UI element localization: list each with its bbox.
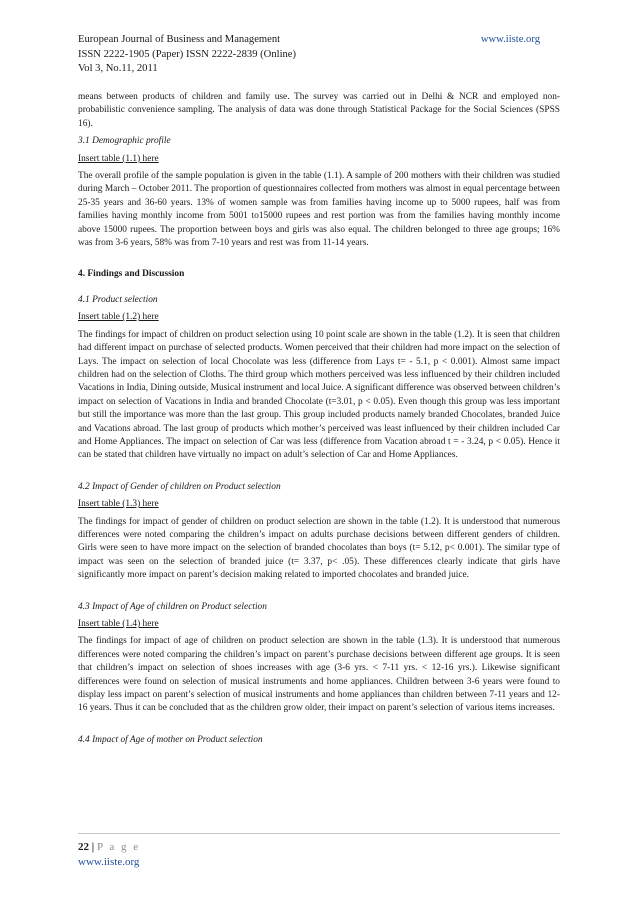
insert-table-1-3: Insert table (1.3) here: [78, 499, 159, 510]
section-4-3-heading: 4.3 Impact of Age of children on Product selection: [78, 601, 267, 612]
age-children-paragraph: The findings for impact of age of children on product selection are shown in the table (1.3). It is understood that numerous differences were noted comparing the children’s impact on parent’s purchase decisions between different age groups. It is seen that children’s impact on selection of shoes increases with age (3-6 yrs. < 7-11 yrs. < 12-16 yrs.). Likewise significant differences were found on selection of musical instruments and home appliances. Children between 3-6 years were found to display less impact on parent’s selection of musical instruments and home appliances than children between 7-11 years and 12-16 years. Thus it can be concluded that as the children grow older, their impact on parent’s selection of various items increases.: [78, 636, 560, 714]
issn-line: ISSN 2222-1905 (Paper) ISSN 2222-2839 (Online): [78, 48, 297, 60]
running-header: [78, 33, 558, 77]
gender-paragraph: The findings for impact of gender of children on product selection are shown in the table (1.2). It is understood that numerous differences were noted comparing the children’s impact on adults purchase decisions between different genders of children. Girls were seen to have more impact on the selection of branded chocolates than boys (t= 5.12, p< 0.001). The similar type of impact was seen on the selection of branded juice (t= 3.37, p< .05). These differences clearly indicate that girls have significantly more impact on parent’s decision making related to imported chocolates and branded juice.: [78, 516, 560, 581]
header-url-link[interactable]: www.iiste.org: [480, 34, 540, 45]
insert-table-1-2: Insert table (1.2) here: [78, 312, 159, 323]
article-body: [78, 91, 560, 747]
page-number: 22: [78, 841, 89, 853]
section-4-heading: 4. Findings and Discussion: [78, 269, 185, 280]
section-3-1-heading: 3.1 Demographic profile: [78, 136, 171, 147]
section-4-4-heading: 4.4 Impact of Age of mother on Product selection: [78, 734, 263, 745]
intro-paragraph: means between products of children and family use. The survey was carried out in Delhi & NCR and employed non-probabilistic convenience sampling. The analysis of data was done through Statistical Package for the Social Sciences (SPSS 16).: [78, 92, 560, 129]
section-4-2-heading: 4.2 Impact of Gender of children on Product selection: [78, 481, 281, 492]
product-selection-paragraph: The findings for impact of children on product selection using 10 point scale are shown in the table (1.2). It is seen that children had different impact on purchase of selected products. Women perceived that their children had more impact on the selection of Lays. The impact on selection of local Chocolate was less (difference from Lays t= - 5.1, p < 0.001). Almost same impact children had on the selection of Cloths. The third group which mothers perceived was less influenced by their children included Vacations in India, Dining outside, Musical instrument and local Juice. A significant difference was observed between children’s impact on selection of Vacations in India and branded Chocolate (t=3.01, p < 0.05). Even though this group was less important but still the importance was more than the last group. This group included products namely branded Chocolates, branded Juice and Vacations abroad. The last group of products which mother’s perceived was least influenced by their children included Car and Home Appliances. The impact on selection of Car was less (difference from Vacation abroad t = - 3.24, p < 0.05). Hence it can be stated that children have virtually no impact on adult’s selection of Car and Home Appliances.: [78, 329, 560, 461]
insert-table-1-1: Insert table (1.1) here: [78, 153, 159, 164]
footer-divider: [78, 833, 560, 834]
journal-name: European Journal of Business and Management: [78, 34, 281, 45]
insert-table-1-4: Insert table (1.4) here: [78, 619, 159, 629]
section-4-1-heading: 4.1 Product selection: [78, 294, 158, 305]
demographic-paragraph: The overall profile of the sample population is given in the table (1.1). A sample of 200 mothers with their children was studied during March – October 2011. The proportion of questionnaires collected from mothers was almost in equal percentage between 25-35 years and 36-60 years. 13% of women sample was from families having income up to 5000 rupees, half was from families having monthly income from 5001 to15000 rupees and rest portion was from the families having monthly income above 15000 rupees. The proportion between boys and girls was also equal. The children belonged to three age groups; 16% was from 3-6 years, 58% was from 7-10 years and rest was from 11-14 years.: [78, 171, 560, 249]
footer-url-link[interactable]: www.iiste.org: [78, 856, 140, 868]
page-footer: [78, 840, 140, 870]
footer-separator: |: [91, 841, 95, 853]
volume-line: Vol 3, No.11, 2011: [78, 63, 158, 74]
page-word: P a g e: [96, 841, 141, 853]
